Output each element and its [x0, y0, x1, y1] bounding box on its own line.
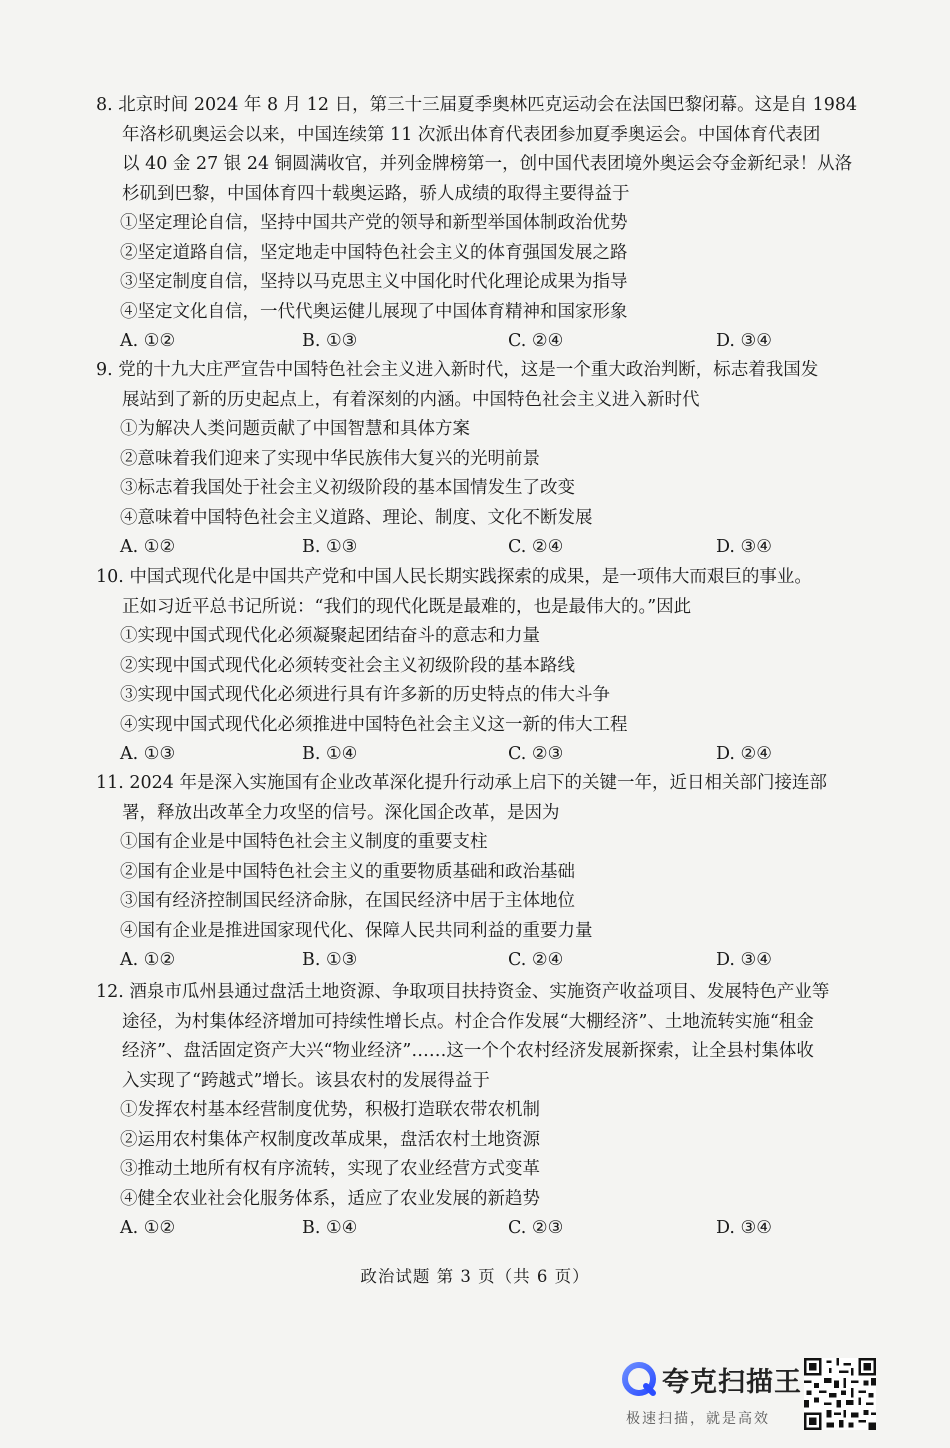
statement-option: ③推动土地所有权有序流转，实现了农业经营方式变革	[120, 1159, 540, 1179]
choice-c: C. ②④	[508, 950, 564, 970]
statement-option: ②坚定道路自信，坚定地走中国特色社会主义的体育强国发展之路	[120, 242, 628, 263]
question-stem-line: 以 40 金 27 银 24 铜圆满收官，并列金牌榜第一，创中国代表团境外奥运会夺金新纪录！从洛	[122, 154, 853, 174]
statement-option: ②实现中国式现代化必须转变社会主义初级阶段的基本路线	[120, 655, 575, 676]
choice-b: B. ①④	[302, 1218, 358, 1238]
choice-d: D. ③④	[716, 950, 772, 970]
answer-choices	[96, 740, 866, 770]
question-stem-line: 正如习近平总书记所说：“我们的现代化既是最难的，也是最伟大的。”因此	[122, 596, 692, 617]
scanner-slogan: 极速扫描，就是高效	[626, 1411, 770, 1427]
question-8	[96, 91, 866, 357]
answer-choices	[96, 1214, 866, 1244]
question-9	[96, 356, 866, 563]
question-stem-line: 署，释放出改革全力攻坚的信号。深化国企改革，是因为	[122, 802, 560, 823]
statement-option: ②国有企业是中国特色社会主义的重要物质基础和政治基础	[120, 861, 575, 882]
choice-c: C. ②③	[508, 1218, 564, 1238]
answer-choices	[96, 533, 866, 563]
choice-a: A. ①③	[120, 744, 176, 764]
question-stem-line: 8. 北京时间 2024 年 8 月 12 日，第三十三届夏季奥林匹克运动会在法国巴黎闭幕。这是自 1984	[96, 95, 858, 115]
statement-option: ③标志着我国处于社会主义初级阶段的基本国情发生了改变	[120, 478, 575, 498]
choice-d: D. ③④	[716, 1218, 772, 1238]
choice-a: A. ①②	[120, 331, 176, 351]
answer-choices	[96, 327, 866, 357]
choice-c: C. ②④	[508, 331, 564, 351]
statement-option: ④坚定文化自信，一代代奥运健儿展现了中国体育精神和国家形象	[120, 301, 628, 322]
statement-option: ④实现中国式现代化必须推进中国特色社会主义这一新的伟大工程	[120, 714, 628, 735]
choice-a: A. ①②	[120, 1218, 176, 1238]
choice-d: D. ③④	[716, 331, 772, 351]
question-stem-line: 入实现了“跨越式”增长。该县农村的发展得益于	[122, 1070, 490, 1091]
page-footer: 政治试题 第 3 页（共 6 页）	[360, 1267, 590, 1286]
choice-b: B. ①③	[302, 331, 358, 351]
statement-option: ④意味着中国特色社会主义道路、理论、制度、文化不断发展	[120, 507, 593, 528]
question-stem-line: 11. 2024 年是深入实施国有企业改革深化提升行动承上启下的关键一年，近日相关部门接连部	[96, 773, 827, 793]
scanner-logo-icon	[622, 1362, 656, 1396]
choice-b: B. ①④	[302, 744, 358, 764]
choice-c: C. ②③	[508, 744, 564, 764]
scanner-brand-name: 夸克扫描王	[662, 1367, 802, 1398]
choice-a: A. ①②	[120, 950, 176, 970]
choice-a: A. ①②	[120, 537, 176, 557]
statement-option: ③坚定制度自信，坚持以马克思主义中国化时代化理论成果为指导	[120, 272, 628, 292]
scanner-watermark	[622, 1358, 802, 1428]
question-stem-line: 杉矶到巴黎，中国体育四十载奥运路，骄人成绩的取得主要得益于	[122, 183, 630, 204]
statement-option: ④国有企业是推进国家现代化、保障人民共同利益的重要力量	[120, 920, 593, 941]
choice-b: B. ①③	[302, 537, 358, 557]
statement-option: ③实现中国式现代化必须进行具有许多新的历史特点的伟大斗争	[120, 685, 610, 705]
question-12	[96, 978, 866, 1244]
question-stem-line: 10. 中国式现代化是中国共产党和中国人民长期实践探索的成果，是一项伟大而艰巨的事业。	[96, 567, 812, 587]
question-stem-line: 经济”、盘活固定资产大兴“物业经济”……这一个个农村经济发展新探索，让全县村集体收	[122, 1041, 814, 1061]
question-stem-line: 12. 酒泉市瓜州县通过盘活土地资源、争取项目扶持资金、实施资产收益项目、发展特色产业等	[96, 982, 830, 1002]
statement-option: ①实现中国式现代化必须凝聚起团结奋斗的意志和力量	[120, 626, 540, 646]
choice-b: B. ①③	[302, 950, 358, 970]
question-stem-line: 途径，为村集体经济增加可持续性增长点。村企合作发展“大棚经济”、土地流转实施“租金	[122, 1011, 814, 1032]
statement-option: ①坚定理论自信，坚持中国共产党的领导和新型举国体制政治优势	[120, 213, 628, 233]
choice-d: D. ②④	[716, 744, 772, 764]
question-10	[96, 563, 866, 770]
choice-c: C. ②④	[508, 537, 564, 557]
question-stem-line: 展站到了新的历史起点上，有着深刻的内涵。中国特色社会主义进入新时代	[122, 389, 700, 410]
qr-code-icon	[804, 1358, 876, 1430]
statement-option: ①为解决人类问题贡献了中国智慧和具体方案	[120, 419, 470, 439]
statement-option: ③国有经济控制国民经济命脉，在国民经济中居于主体地位	[120, 891, 575, 911]
question-11	[96, 769, 866, 976]
answer-choices	[96, 946, 866, 976]
choice-d: D. ③④	[716, 537, 772, 557]
statement-option: ①国有企业是中国特色社会主义制度的重要支柱	[120, 832, 488, 852]
question-stem-line: 年洛杉矶奥运会以来，中国连续第 11 次派出体育代表团参加夏季奥运会。中国体育代表团	[122, 124, 821, 145]
statement-option: ②运用农村集体产权制度改革成果，盘活农村土地资源	[120, 1129, 540, 1150]
statement-option: ①发挥农村基本经营制度优势，积极打造联农带农机制	[120, 1100, 540, 1120]
statement-option: ②意味着我们迎来了实现中华民族伟大复兴的光明前景	[120, 448, 540, 469]
statement-option: ④健全农业社会化服务体系，适应了农业发展的新趋势	[120, 1188, 540, 1209]
question-stem-line: 9. 党的十九大庄严宣告中国特色社会主义进入新时代，这是一个重大政治判断，标志着我国发	[96, 360, 819, 380]
